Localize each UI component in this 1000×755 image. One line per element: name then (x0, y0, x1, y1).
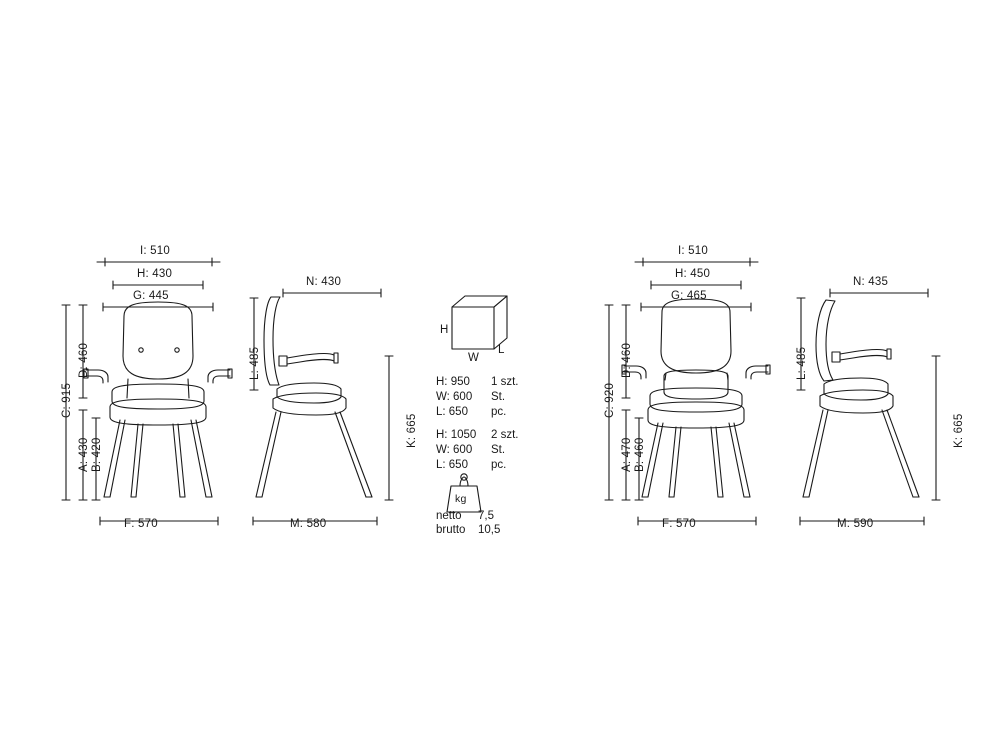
right-dim-L: L: 485 (796, 346, 808, 380)
cube-label-l: L (498, 344, 505, 356)
pack1-qty-unit-1: St. (491, 391, 506, 403)
right-dim-M: M: 590 (837, 518, 874, 530)
pack2-h: H: 1050 (436, 429, 477, 441)
netto-label: netto (436, 510, 462, 522)
pack2-l: L: 650 (436, 459, 468, 471)
pack2-qty: 2 szt. (491, 429, 519, 441)
left-dim-K: K: 665 (406, 413, 418, 448)
pack2-w: W: 600 (436, 444, 473, 456)
pack1-w: W: 600 (436, 391, 473, 403)
right-dim-G: G: 465 (671, 290, 707, 302)
cube-label-h: H (440, 324, 449, 336)
right-dim-K: K: 665 (953, 413, 965, 448)
left-dim-D: D: 460 (78, 342, 90, 378)
left-dim-G: G: 445 (133, 290, 169, 302)
right-dim-A: A: 470 (621, 437, 633, 472)
weight-icon-label: kg (455, 493, 467, 505)
right-dim-N: N: 435 (853, 276, 889, 288)
right-dim-F: F: 570 (662, 518, 696, 530)
left-dim-L: L: 485 (249, 346, 261, 380)
netto-value: 7,5 (478, 510, 494, 522)
pack2-qty-unit-1: St. (491, 444, 506, 456)
right-dim-I: I: 510 (678, 245, 708, 257)
brutto-value: 10,5 (478, 524, 501, 536)
pack1-l: L: 650 (436, 406, 468, 418)
pack2-qty-unit-2: pc. (491, 459, 507, 471)
pack1-qty: 1 szt. (491, 376, 519, 388)
right-dim-B: B: 460 (634, 437, 646, 472)
pack1-h: H: 950 (436, 376, 470, 388)
right-dim-D: D: 460 (621, 342, 633, 378)
right-dim-H: H: 450 (675, 268, 711, 280)
left-dim-B: B: 420 (91, 437, 103, 472)
pack1-qty-unit-2: pc. (491, 406, 507, 418)
left-dim-C: C: 915 (61, 382, 73, 418)
left-dim-H: H: 430 (137, 268, 173, 280)
left-dim-A: A: 430 (78, 437, 90, 472)
cube-label-w: W (468, 352, 480, 364)
right-dim-C: C: 920 (604, 382, 616, 418)
left-dim-M: M: 580 (290, 518, 327, 530)
left-dim-I: I: 510 (140, 245, 170, 257)
left-dim-N: N: 430 (306, 276, 342, 288)
left-dim-F: F: 570 (124, 518, 158, 530)
brutto-label: brutto (436, 524, 466, 536)
